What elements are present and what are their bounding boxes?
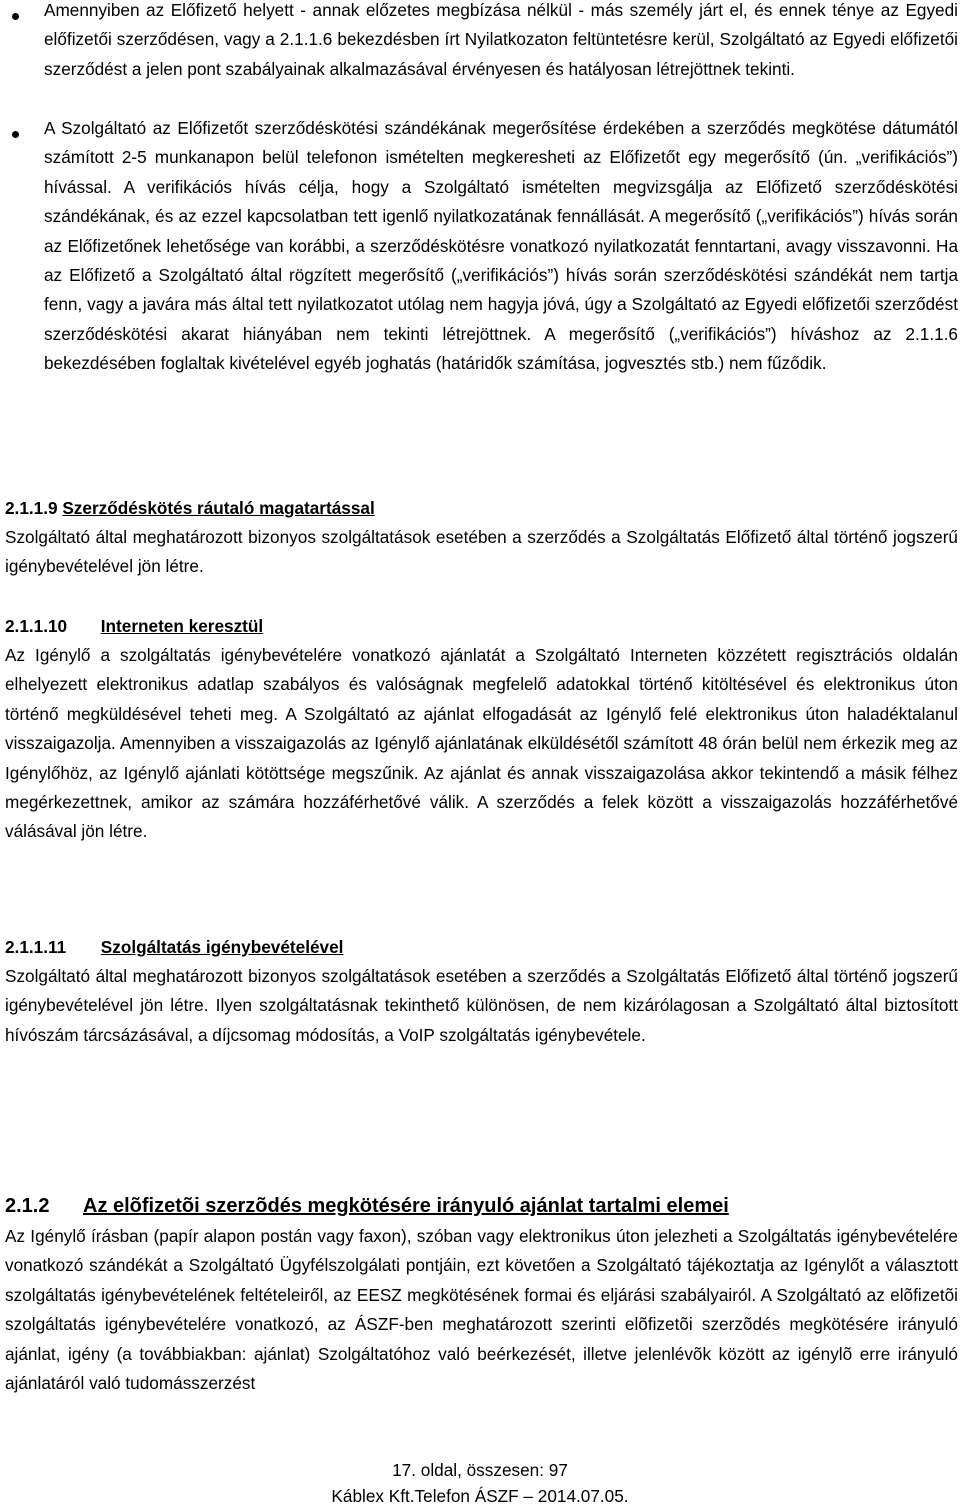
- section-number: 2.1.1.9: [5, 498, 58, 518]
- section-body: Az Igénylő a szolgáltatás igénybevételére vonatkozó ajánlatát a Szolgáltató Interneten közzétett regisztrációs oldalán elhelyezett elektronikus adatlap szabályos és valóságnak megfelelő adatokkal történő kitöltésével és elektronikus úton történő megküldésével teheti meg. A Szolgáltató az ajánlat elfogadását az Igénylő felé elektronikus úton haladéktalanul visszaigazolja. Amennyiben a visszaigazolás az Igénylő ajánlatának elküldésétől számított 48 órán belül nem érkezik meg az Igénylőhöz, az Igénylő ajánlati kötöttsége megszűnik. Az ajánlat és annak visszaigazolása akkor tekintendő a másik félhez megérkezettnek, amikor az számára hozzáférhetővé válik. A szerződés a felek között a visszaigazolás hozzáférhetővé válásával jön létre.: [5, 645, 958, 842]
- section-title: Az elõfizetõi szerzõdés megkötésére irányuló ajánlat tartalmi elemei: [83, 1195, 729, 1217]
- section-title: Szolgáltatás igénybevételével: [100, 937, 344, 957]
- section-number: 2.1.1.11: [5, 937, 67, 957]
- section-heading: [5, 614, 263, 638]
- bullet-marker: [12, 13, 19, 20]
- section-heading: [5, 496, 375, 520]
- bullet-marker: [12, 131, 19, 138]
- section-title: Interneten keresztül: [100, 616, 264, 636]
- section-heading: [5, 935, 343, 959]
- section-number: 2.1.1.10: [5, 616, 68, 636]
- bullet-paragraph: Amennyiben az Előfizető helyett - annak előzetes megbízása nélkül - más személy járt el, és ennek ténye az Egyedi előfizetői szerződésen, vagy a 2.1.1.6 bekezdésben írt Nyilatkozaton feltüntetésre kerül, Szolgáltató az Egyedi előfizetői szerződést a jelen pont szabályainak alkalmazásával érvényesen és hatályosan létrejöttnek tekinti.: [44, 0, 958, 79]
- footer-line: Káblex Kft.Telefon ÁSZF – 2014.07.05.: [331, 1486, 629, 1506]
- section-body: Az Igénylő írásban (papír alapon postán vagy faxon), szóban vagy elektronikus úton jelezheti a Szolgáltatás igénybevételére vonatkozó szándékát a Szolgáltató Ügyfélszolgálati pontjáin, ezt követően a Szolgáltató tájékoztatja az Igénylőt a választott szolgáltatás igénybevételének feltételeiről, az EESZ megkötésének formai és eljárási szabályairól. A Szolgáltató az elõfizetõi szolgáltatás igénybevételére vonatkozó, az ÁSZF-ben meghatározott szerinti elõfizetõi szerzõdés megkötésére irányuló ajánlat, igény (a továbbiakban: ajánlat) Szolgáltatóhoz való beérkezését, illetve jelenlévõk között az igénylõ erre irányuló ajánlatáról való tudomásszerzést: [5, 1226, 958, 1394]
- section-number: 2.1.2: [5, 1195, 50, 1217]
- page-number: 17. oldal, összesen: 97: [392, 1460, 568, 1480]
- bullet-paragraph: A Szolgáltató az Előfizetőt szerződéskötési szándékának megerősítése érdekében a szerződés megkötése dátumától számított 2-5 munkanapon belül telefonon ismételten megkeresheti az Előfizetőt egy megerősítő (ún. „verifikációs”) hívással. A verifikációs hívás célja, hogy a Szolgáltató ismételten megvizsgálja az Előfizető szerződéskötési szándékának, és az ezzel kapcsolatban tett igenlő nyilatkozatának fennállását. A megerősítő („verifikációs”) hívás során az Előfizetőnek lehetősége van korábbi, a szerződéskötésre vonatkozó nyilatkozatát fenntartani, avagy visszavonni. Ha az Előfizető a Szolgáltató által rögzített megerősítő („verifikációs”) hívás során szerződéskötési szándékát nem tartja fenn, vagy a javára más által tett nyilatkozatot utólag nem hagyja jóvá, úgy a Szolgáltató az Egyedi előfizetői szerződést szerződéskötési akarat hiányában nem tekinti létrejöttnek. A megerősítő („verifikációs”) híváshoz az 2.1.1.6 bekezdésében foglaltak kivételével egyéb joghatás (határidők számítása, jogvesztés stb.) nem fűződik.: [44, 118, 958, 374]
- section-heading: [5, 1193, 729, 1219]
- section-title: Szerződéskötés ráutaló magatartással: [62, 498, 375, 518]
- section-body: Szolgáltató által meghatározott bizonyos szolgáltatások esetében a szerződés a Szolgáltatás Előfizető által történő jogszerű igénybevételével jön létre. Ilyen szolgáltatásnak tekinthető különösen, de nem kizárólagosan a Szolgáltató által biztosított hívószám tárcsázásával, a díjcsomag módosítás, a VoIP szolgáltatás igénybevétele.: [5, 966, 958, 1045]
- section-body: Szolgáltató által meghatározott bizonyos szolgáltatások esetében a szerződés a Szolgáltatás Előfizető által történő jogszerű igénybevételével jön létre.: [5, 527, 958, 577]
